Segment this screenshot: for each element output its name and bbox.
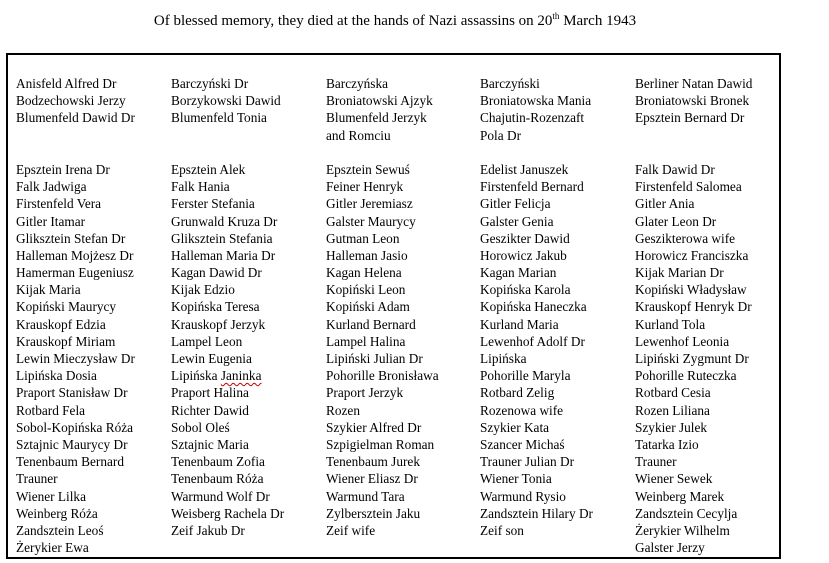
victim-name: Lipiński Julian Dr	[326, 351, 423, 366]
victim-name: Halleman Maria Dr	[171, 247, 276, 263]
victim-name: Kagan Helena	[326, 265, 402, 281]
victim-name: Kijak Edzio	[171, 282, 235, 298]
memorial-heading	[0, 13, 790, 30]
victim-name: Tenenbaum Róża	[171, 471, 264, 487]
victim-name: Kijak Marian Dr	[635, 265, 724, 281]
victim-name: Gitler Felicja	[480, 196, 551, 212]
victim-name: Glater Leon Dr	[635, 213, 717, 229]
victim-name: Pohorille Ruteczka	[635, 368, 737, 384]
victim-name: Berliner Natan Dawid	[635, 76, 753, 91]
victim-name: Borzykowski Dawid	[171, 93, 281, 109]
victim-name: Galster Maurycy	[326, 213, 416, 229]
victim-name: Kurland Maria	[480, 316, 559, 332]
victim-name: Tenenbaum Jurek	[326, 454, 420, 470]
victim-name: Galster Jerzy	[635, 540, 705, 556]
victim-name: Blumenfeld Jerzyk	[326, 110, 427, 126]
victim-name: Wiener Lilka	[16, 488, 86, 504]
victim-name: Żerykier Ewa	[16, 540, 89, 556]
victim-name: Warmund Rysio	[480, 488, 566, 504]
victim-name: Krauskopf Henryk Dr	[635, 299, 752, 315]
victim-name: Sztajnic Maria	[171, 436, 249, 452]
victim-name: Gitler Jeremiasz	[326, 196, 413, 212]
victim-name: Epsztein Irena Dr	[16, 161, 110, 177]
names-frame	[6, 53, 781, 559]
victim-name: Kopińska Teresa	[171, 299, 260, 315]
spellcheck-underline: Janinka	[220, 368, 262, 384]
victim-name: Sztajnic Maurycy Dr	[16, 436, 128, 452]
names-column-3	[326, 75, 439, 539]
names-column-2	[171, 75, 284, 539]
victim-name: Szancer Michaś	[480, 436, 565, 452]
names-column-4	[480, 75, 593, 539]
victim-name: Falk Jadwiga	[16, 179, 87, 195]
victim-name: Tatarka Izio	[635, 436, 699, 452]
victim-name: Kopiński Adam	[326, 299, 410, 315]
blank-line	[326, 144, 439, 161]
victim-name: Tenenbaum Zofia	[171, 454, 265, 470]
victim-name: Rozen Liliana	[635, 402, 710, 418]
victim-name: Warmund Tara	[326, 488, 405, 504]
victim-name: Blumenfeld Dawid Dr	[16, 110, 135, 126]
victim-name: Rotbard Cesia	[635, 385, 711, 401]
victim-name: Kopiński Maurycy	[16, 299, 117, 315]
victim-name: Szykier Alfred Dr	[326, 419, 422, 435]
victim-name: Gitler Itamar	[16, 213, 86, 229]
memorial-heading-text: Of blessed memory, they died at the hands of Nazi assassins on 20	[153, 13, 553, 29]
victim-name: Kopińska Karola	[480, 282, 571, 298]
victim-name: Firstenfeld Vera	[16, 196, 102, 212]
victim-name: Gliksztein Stefan Dr	[16, 230, 126, 246]
victim-name: Pohorille Bronisława	[326, 368, 439, 384]
victim-name: Firstenfeld Salomea	[635, 179, 742, 195]
victim-name: Feiner Henryk	[326, 179, 404, 195]
victim-name: Weisberg Rachela Dr	[171, 505, 285, 521]
blank-line	[16, 144, 135, 161]
victim-name: Krauskopf Edzia	[16, 316, 106, 332]
victim-name: Broniatowska Mania	[480, 93, 592, 109]
victim-name: Sobol Oleś	[171, 419, 230, 435]
victim-name: Weinberg Marek	[635, 488, 725, 504]
victim-name: Gliksztein Stefania	[171, 230, 273, 246]
victim-name: Rozenowa wife	[480, 402, 564, 418]
victim-name: Ferster Stefania	[171, 196, 255, 212]
blank-line	[16, 127, 135, 144]
blank-line	[635, 127, 752, 144]
victim-name: Kurland Tola	[635, 316, 706, 332]
victim-name: Geszikterowa wife	[635, 230, 736, 246]
names-column-5	[635, 75, 752, 556]
victim-name: Trauner	[16, 471, 58, 487]
victim-name: Zandsztein Hilary Dr	[480, 505, 593, 521]
victim-name: Trauner	[635, 454, 677, 470]
victim-name: Falk Dawid Dr	[635, 161, 715, 177]
victim-name: Galster Genia	[480, 213, 554, 229]
victim-name: Broniatowski Bronek	[635, 93, 750, 109]
victim-name: Żerykier Wilhelm	[635, 522, 730, 538]
victim-name: Hamerman Eugeniusz	[16, 265, 134, 281]
names-column-1	[16, 75, 135, 556]
victim-name: Kurland Bernard	[326, 316, 416, 332]
victim-name: Kijak Maria	[16, 282, 81, 298]
victim-name: and Romciu	[326, 127, 391, 143]
victim-name: Lipińska Janinka	[171, 368, 262, 384]
victim-name: Sobol-Kopińska Róża	[16, 419, 134, 435]
victim-name: Kagan Dawid Dr	[171, 265, 262, 281]
victim-name: Bodzechowski Jerzy	[16, 93, 126, 109]
victim-name: Lipiński Zygmunt Dr	[635, 351, 749, 366]
victim-name: Szpigielman Roman	[326, 436, 435, 452]
victim-name: Barczyńska	[326, 76, 389, 91]
victim-name: Rotbard Fela	[16, 402, 86, 418]
victim-name: Lewenhof Adolf Dr	[480, 333, 585, 349]
victim-name: Richter Dawid	[171, 402, 249, 418]
victim-name: Kopiński Władysław	[635, 282, 747, 298]
victim-name: Pola Dr	[480, 127, 521, 143]
victim-name: Zeif Jakub Dr	[171, 522, 245, 538]
victim-name: Lewin Mieczysław Dr	[16, 351, 135, 366]
victim-name: Kopiński Leon	[326, 282, 406, 298]
victim-name: Epsztein Sewuś	[326, 161, 410, 177]
victim-name: Epsztein Bernard Dr	[635, 110, 745, 126]
memorial-heading-ordinal: th	[552, 11, 560, 21]
victim-name: Halleman Mojżesz Dr	[16, 247, 134, 263]
victim-name: Zeif wife	[326, 522, 376, 538]
victim-name: Anisfeld Alfred Dr	[16, 76, 117, 91]
victim-name: Zylbersztein Jaku	[326, 505, 421, 521]
victim-name: Firstenfeld Bernard	[480, 179, 584, 195]
victim-name: Gutman Leon	[326, 230, 400, 246]
victim-name: Geszikter Dawid	[480, 230, 570, 246]
victim-name: Barczyński Dr	[171, 76, 249, 91]
victim-name: Falk Hania	[171, 179, 230, 195]
victim-name: Szykier Kata	[480, 419, 550, 435]
blank-line	[635, 144, 752, 161]
victim-name: Praport Halina	[171, 385, 249, 401]
victim-name: Halleman Jasio	[326, 247, 408, 263]
victim-name: Kopińska Haneczka	[480, 299, 587, 315]
victim-name: Warmund Wolf Dr	[171, 488, 270, 504]
victim-name: Wiener Tonia	[480, 471, 552, 487]
victim-name: Lipińska Dosia	[16, 368, 97, 384]
victim-name: Zandsztein Leoś	[16, 522, 104, 538]
victim-name: Weinberg Róża	[16, 505, 98, 521]
victim-name: Trauner Julian Dr	[480, 454, 575, 470]
victim-name: Lipińska	[480, 351, 527, 366]
blank-line	[171, 127, 284, 144]
victim-name: Lewenhof Leonia	[635, 333, 730, 349]
victim-name: Horowicz Jakub	[480, 247, 567, 263]
victim-name: Gitler Ania	[635, 196, 695, 212]
victim-name: Broniatowski Ajzyk	[326, 93, 433, 109]
victim-name: Rotbard Zelig	[480, 385, 555, 401]
victim-name: Horowicz Franciszka	[635, 247, 749, 263]
blank-line	[480, 144, 593, 161]
victim-name: Edelist Januszek	[480, 161, 569, 177]
victim-name: Wiener Eliasz Dr	[326, 471, 418, 487]
victim-name: Praport Stanisław Dr	[16, 385, 128, 401]
victim-name: Lampel Leon	[171, 333, 243, 349]
memorial-heading-date: March 1943	[559, 13, 637, 29]
victim-name: Grunwald Kruza Dr	[171, 213, 278, 229]
victim-name: Rozen	[326, 402, 360, 418]
victim-name: Zandsztein Cecylja	[635, 505, 738, 521]
blank-line	[171, 144, 284, 161]
victim-name: Szykier Julek	[635, 419, 708, 435]
victim-name: Wiener Sewek	[635, 471, 713, 487]
victim-name: Lewin Eugenia	[171, 351, 252, 366]
victim-name: Zeif son	[480, 522, 524, 538]
victim-name: Chajutin-Rozenzaft	[480, 110, 585, 126]
victim-name: Lampel Halina	[326, 333, 406, 349]
victim-name: Krauskopf Jerzyk	[171, 316, 266, 332]
victim-name: Praport Jerzyk	[326, 385, 404, 401]
victim-name: Barczyński	[480, 76, 540, 91]
victim-name: Krauskopf Miriam	[16, 333, 116, 349]
victim-name: Blumenfeld Tonia	[171, 110, 267, 126]
victim-name: Tenenbaum Bernard	[16, 454, 124, 470]
victim-name: Epsztein Alek	[171, 161, 246, 177]
victim-name: Kagan Marian	[480, 265, 557, 281]
victim-name: Pohorille Maryla	[480, 368, 571, 384]
